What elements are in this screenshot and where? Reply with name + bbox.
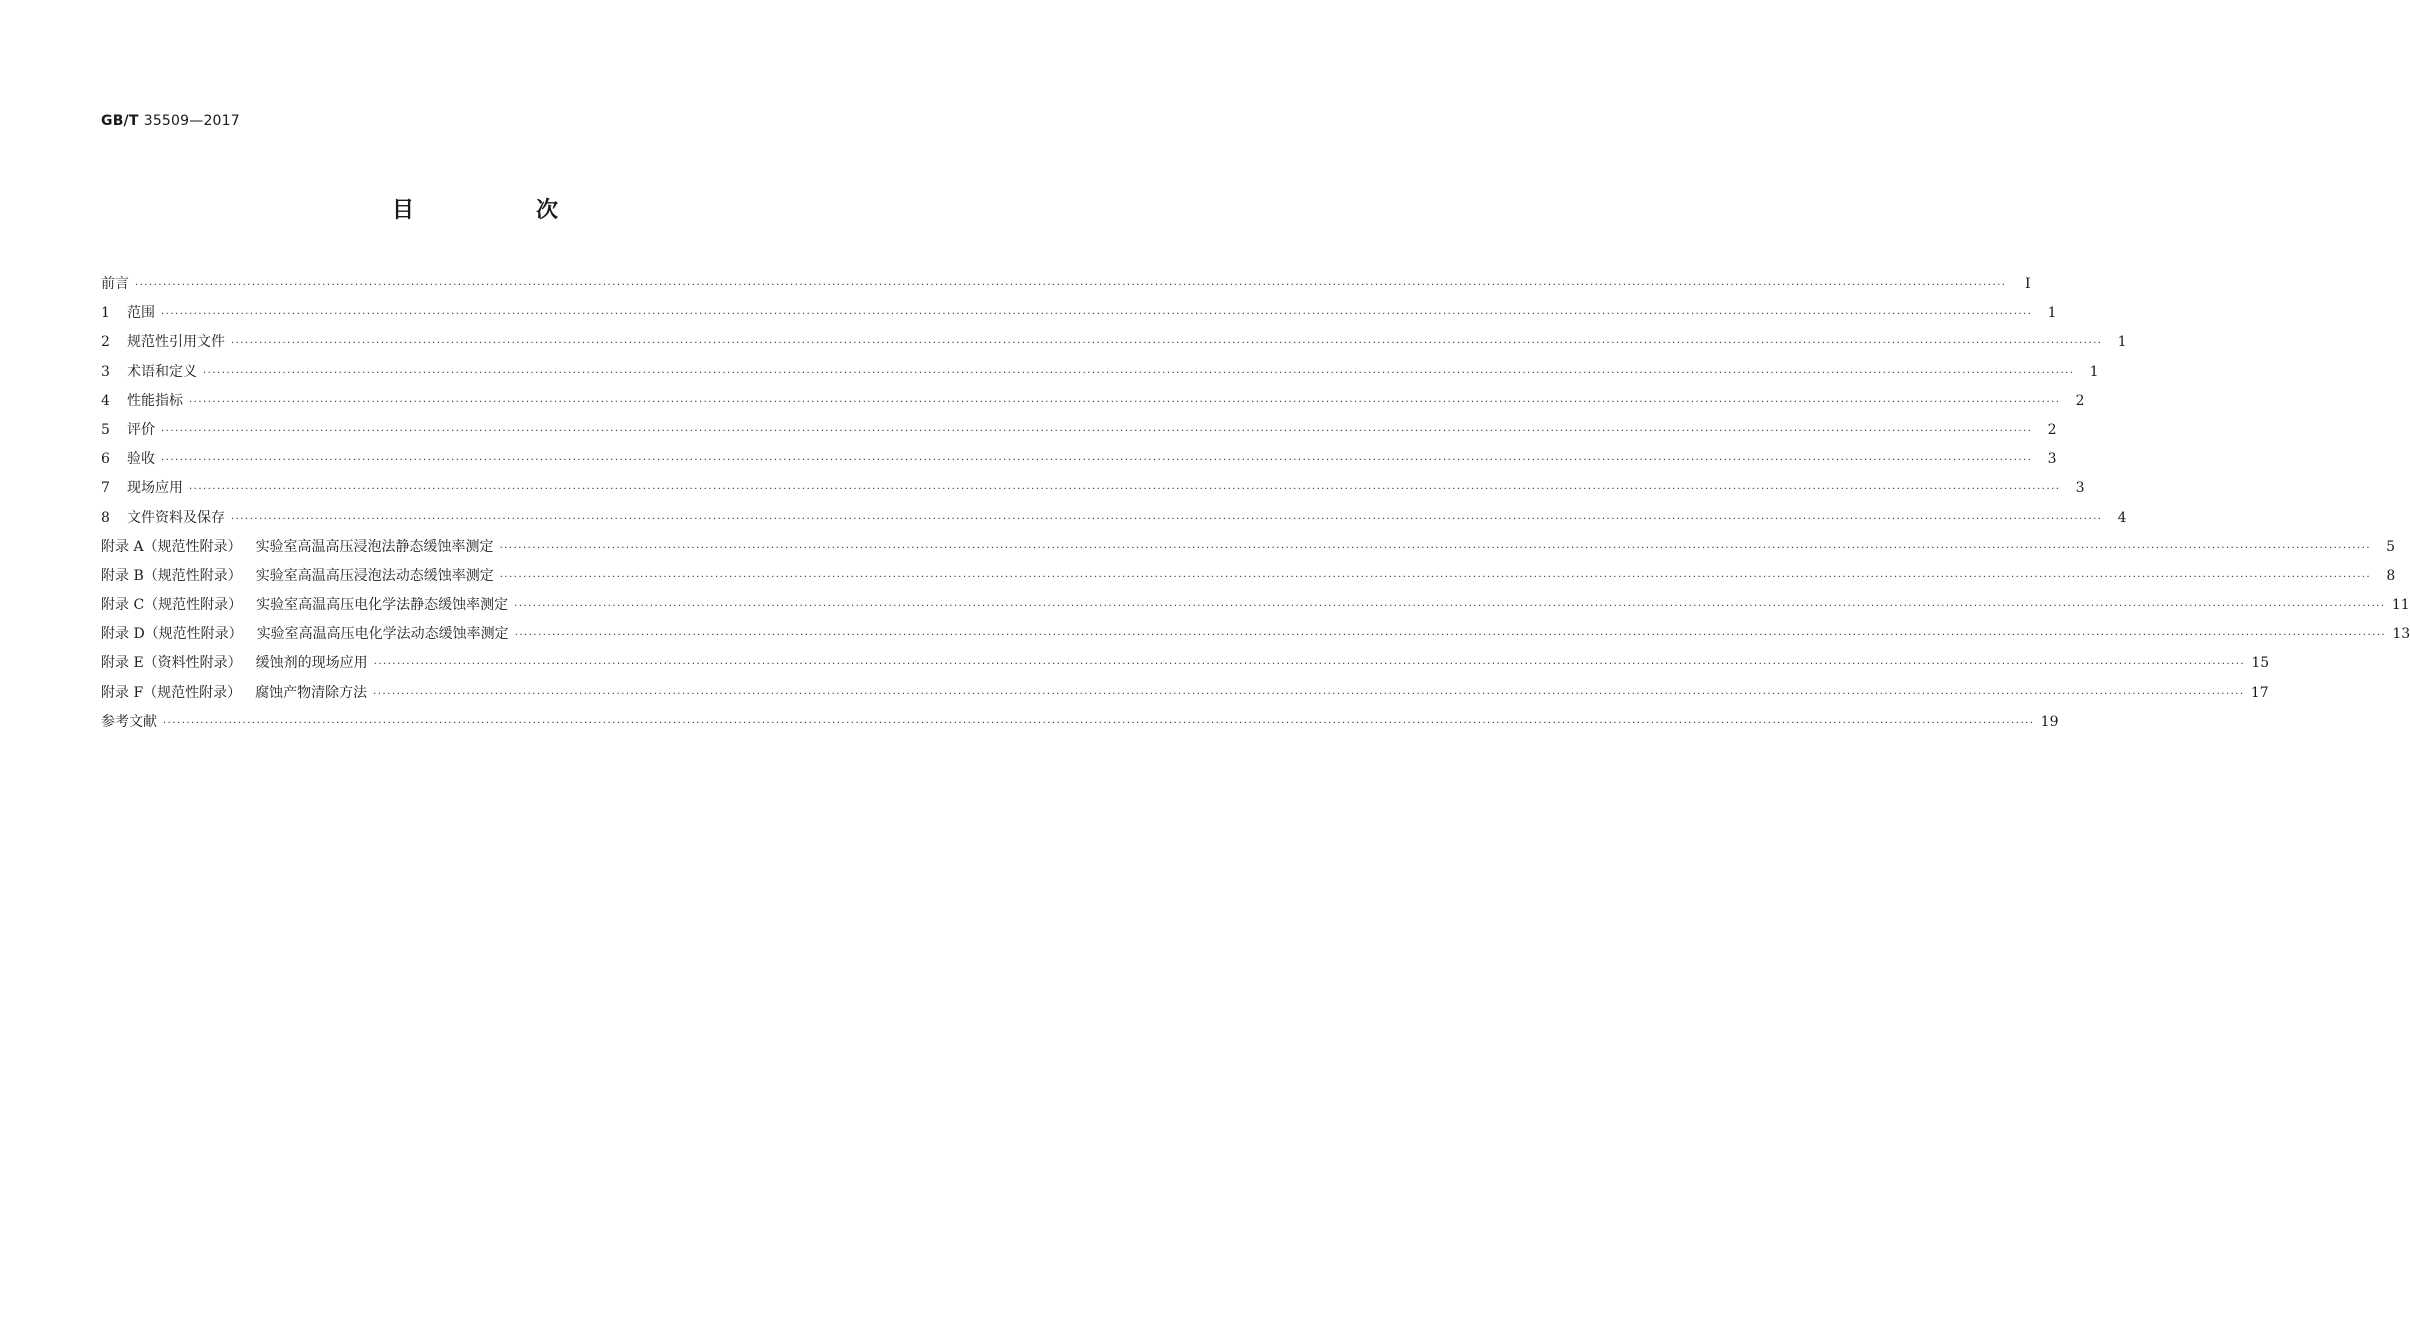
toc-section-title: 评价	[127, 421, 155, 438]
toc-entry[interactable]	[101, 679, 2269, 708]
toc-entry[interactable]	[101, 591, 2410, 620]
toc-section-number: 7	[101, 480, 110, 497]
toc-dot-leader: ················································································································································································································································································································································································································	[231, 513, 2103, 525]
toc-dot-leader: ················································································································································································································································································································································································································	[161, 455, 2033, 467]
toc-page-number: 15	[2251, 655, 2270, 672]
toc-section-title: 附录 A（规范性附录）	[101, 538, 242, 555]
toc-dot-leader: ················································································································································································································································································································································································································	[499, 571, 2372, 583]
toc-page-number: 3	[2047, 451, 2057, 468]
toc-dot-leader: ················································································································································································································································································································································································································	[499, 542, 2372, 554]
toc-dot-leader: ················································································································································································································································································································································································································	[189, 484, 2061, 496]
toc-entry[interactable]	[101, 328, 2127, 357]
toc-entry-label	[101, 358, 203, 387]
toc-page-number: 8	[2386, 567, 2396, 584]
toc-entry[interactable]	[101, 299, 2057, 328]
toc-appendix-title: 实验室高温高压浸泡法动态缓蚀率测定	[255, 567, 494, 584]
toc-entry[interactable]	[101, 474, 2085, 503]
toc-appendix-title: 实验室高温高压电化学法静态缓蚀率测定	[256, 597, 509, 614]
toc-entry[interactable]	[101, 620, 2410, 649]
toc-entry[interactable]	[101, 649, 2270, 678]
toc-appendix-title: 实验室高温高压电化学法动态缓蚀率测定	[256, 626, 509, 643]
toc-dot-leader: ················································································································································································································································································································································································································	[514, 630, 2387, 642]
toc-page-number: 19	[2040, 713, 2059, 730]
toc-entry-label	[101, 533, 500, 562]
toc-dot-leader: ················································································································································································································································································································································································································	[161, 309, 2033, 321]
toc-section-number: 8	[101, 509, 110, 526]
toc-page-number: 2	[2075, 392, 2085, 409]
toc-section-title: 前言	[101, 276, 129, 292]
toc-entry-label	[101, 474, 189, 503]
toc-section-title: 术语和定义	[127, 363, 197, 380]
toc-section-title: 性能指标	[127, 392, 183, 409]
toc-entry-label	[101, 299, 161, 328]
standard-code	[101, 113, 240, 129]
toc-dot-leader: ················································································································································································································································································································································································································	[163, 717, 2035, 729]
toc-entry-label	[101, 416, 161, 445]
toc-dot-leader: ················································································································································································································································································································································································································	[203, 367, 2075, 379]
toc-entry[interactable]	[101, 445, 2057, 474]
toc-section-number: 3	[101, 363, 110, 380]
toc-section-title: 验收	[127, 451, 155, 468]
toc-section-title: 现场应用	[127, 480, 183, 497]
toc-dot-leader: ················································································································································································································································································································································································································	[373, 688, 2245, 700]
toc-section-number: 5	[101, 421, 110, 438]
toc-entry-label	[101, 270, 135, 299]
toc-section-number: 4	[101, 392, 110, 409]
toc-entry-label	[101, 591, 514, 620]
toc-section-title: 范围	[127, 305, 155, 322]
toc-section-title: 附录 F（规范性附录）	[101, 684, 242, 701]
toc-entry-label	[101, 708, 163, 737]
toc-page-number: 13	[2392, 626, 2410, 643]
standard-prefix: GB/T	[101, 113, 139, 129]
toc-appendix-title: 缓蚀剂的现场应用	[255, 655, 368, 672]
toc-page-number: 1	[2089, 363, 2099, 380]
toc-page-number: 1	[2117, 334, 2127, 351]
toc-dot-leader: ················································································································································································································································································································································································································	[135, 280, 2007, 291]
toc-page-number: 4	[2117, 509, 2127, 526]
toc-section-title: 附录 C（规范性附录）	[101, 597, 243, 614]
standard-number: 35509—2017	[143, 113, 240, 129]
toc-entry[interactable]	[101, 358, 2099, 387]
toc-section-title: 附录 B（规范性附录）	[101, 567, 242, 584]
toc-entry-label	[101, 328, 231, 357]
toc-entry[interactable]	[101, 562, 2396, 591]
toc-entry[interactable]	[101, 708, 2059, 737]
toc-section-title: 附录 D（规范性附录）	[101, 626, 243, 643]
table-of-contents	[101, 270, 2410, 737]
toc-page-number: 17	[2250, 684, 2269, 701]
toc-entry[interactable]	[101, 504, 2127, 533]
toc-title: 目 次	[391, 198, 608, 223]
toc-dot-leader: ················································································································································································································································································································································································································	[231, 338, 2103, 350]
toc-entry-label	[101, 649, 374, 678]
toc-page-number: 1	[2047, 305, 2057, 322]
toc-entry-label	[101, 679, 373, 708]
toc-section-number: 1	[101, 305, 110, 322]
toc-page-number: 3	[2075, 480, 2085, 497]
toc-entry[interactable]	[101, 533, 2396, 562]
toc-section-number: 6	[101, 451, 110, 468]
toc-section-title: 参考文献	[101, 713, 157, 730]
toc-entry[interactable]	[101, 416, 2057, 445]
toc-section-number: 2	[101, 334, 110, 351]
toc-page-number: 11	[2391, 597, 2410, 614]
toc-dot-leader: ················································································································································································································································································································································································································	[373, 659, 2246, 671]
toc-dot-leader: ················································································································································································································································································································································································································	[514, 601, 2386, 613]
toc-appendix-title: 实验室高温高压浸泡法静态缓蚀率测定	[255, 538, 494, 555]
toc-appendix-title: 腐蚀产物清除方法	[255, 684, 368, 701]
toc-entry-label	[101, 620, 515, 649]
toc-entry[interactable]	[101, 270, 2031, 299]
toc-dot-leader: ················································································································································································································································································································································································································	[161, 425, 2033, 437]
toc-page-number: 2	[2047, 421, 2057, 438]
toc-entry-label	[101, 445, 161, 474]
toc-section-title: 文件资料及保存	[127, 509, 225, 526]
toc-section-title: 附录 E（资料性附录）	[101, 655, 242, 672]
toc-page-number: Ⅰ	[2024, 276, 2031, 292]
toc-entry-label	[101, 504, 231, 533]
toc-entry-label	[101, 387, 189, 416]
toc-section-title: 规范性引用文件	[127, 334, 225, 351]
toc-entry-label	[101, 562, 500, 591]
toc-entry[interactable]	[101, 387, 2085, 416]
toc-page-number: 5	[2386, 538, 2396, 555]
toc-dot-leader: ················································································································································································································································································································································································································	[189, 396, 2061, 408]
